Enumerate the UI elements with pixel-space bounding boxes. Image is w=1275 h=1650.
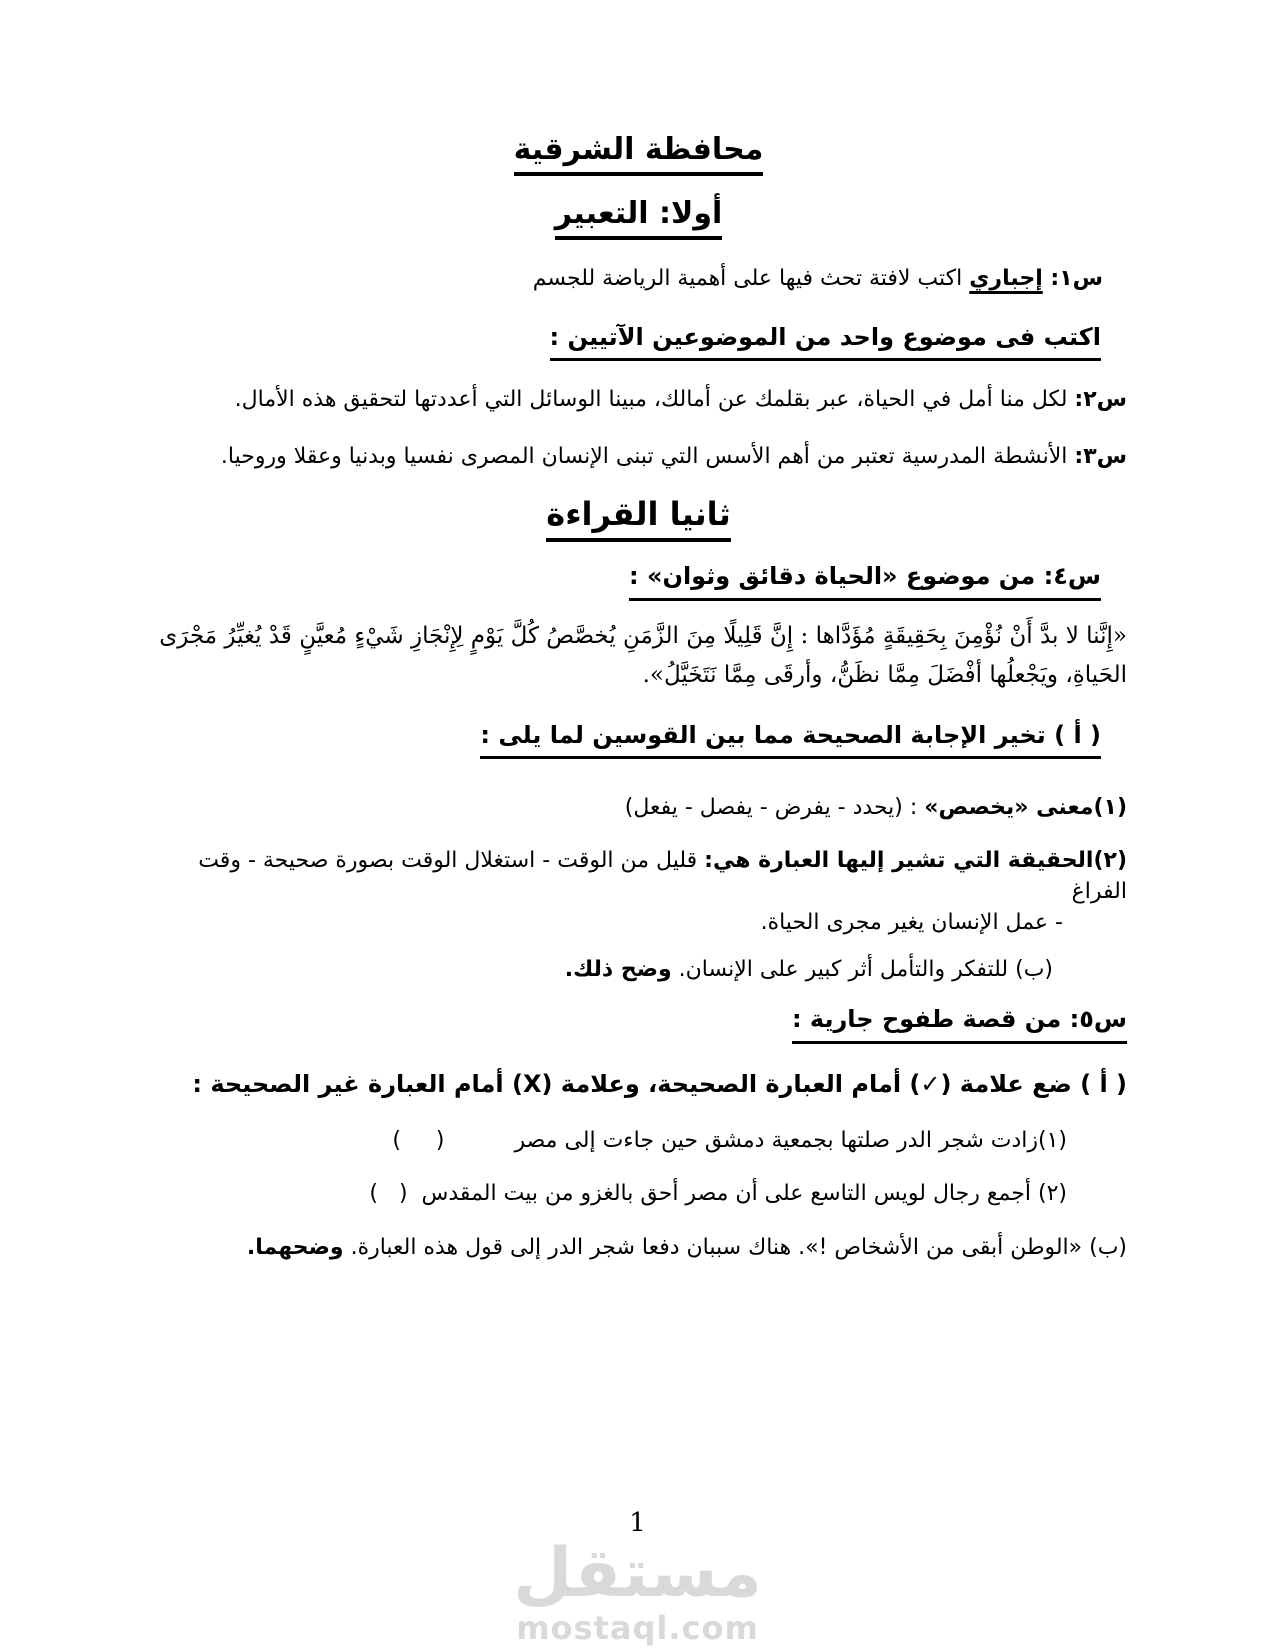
true-false-item-1 <box>150 1126 1127 1157</box>
essay-choice-instruction: اكتب فى موضوع واحد من الموضوعين الآتيين : <box>550 321 1101 362</box>
question-4-heading: س٤: من موضوع «الحياة دقائق وثوان» : <box>629 560 1101 601</box>
true-false-item-2-text: (٢) أجمع رجال لويس التاسع على أن مصر أحق بالغزو من بيت المقدس <box>421 1180 1067 1206</box>
page-number: 1 <box>629 1508 646 1538</box>
question-1-text: اكتب لافتة تحث فيها على أهمية الرياضة للجسم <box>532 266 970 291</box>
question-2-label: س٢: <box>1074 387 1127 413</box>
expression-section-heading: أولا: التعبير <box>555 196 723 240</box>
reading-part-b-text: (ب) للتفكر والتأمل أثر كبير على الإنسان. <box>671 956 1053 982</box>
question-2-text: لكل منا أمل في الحياة، عبر بقلمك عن أمالك، مبينا الوسائل التي أعددتها لتحقيق هذه الأمال. <box>234 387 1075 413</box>
watermark <box>0 1534 1275 1647</box>
reading-passage-line-2: الحَياةِ، ويَجْعلُها أفْضَلَ مِمَّا نظَنُّ، وأرقَى مِمَّا نَتَخَيَّلُ». <box>642 661 1127 688</box>
question-5-heading: س٥: من قصة طفوح جارية : <box>792 1003 1127 1044</box>
mcq-item-2-number: (٢) <box>1093 848 1127 874</box>
question-3-text: الأنشطة المدرسية تعتبر من أهم الأسس التي تبنى الإنسان المصرى نفسيا وبدنيا وعقلا وروحيا. <box>220 444 1075 470</box>
story-part-b-directive: وضحهما. <box>246 1235 344 1261</box>
true-false-item-2 <box>150 1179 1127 1210</box>
story-part-b-text: (ب) «الوطن أبقى من الأشخاص !». هناك سببان دفعا شجر الدر إلى قول هذه العبارة. <box>343 1235 1127 1261</box>
question-3-line <box>150 442 1127 473</box>
title-block <box>150 132 1127 176</box>
true-false-heading-line <box>150 1068 1127 1102</box>
document-title: محافظة الشرقية <box>514 132 764 176</box>
question-5-heading-line <box>150 1003 1127 1044</box>
mcq-item-1-number: (١) <box>1093 795 1127 821</box>
reading-section-heading: ثانيا القراءة <box>546 495 730 542</box>
mcq-item-1-term: معنى «يخصص» <box>924 795 1094 821</box>
mcq-item-1-options: : (يحدد - يفرض - يفصل - يفعل) <box>624 795 925 821</box>
reading-part-b-question <box>150 955 1127 986</box>
question-2-line <box>150 385 1127 416</box>
true-false-instruction: ( أ ) ضع علامة (✓) أمام العبارة الصحيحة، وعلامة (X) أمام العبارة غير الصحيحة : <box>192 1069 1127 1098</box>
part-a-mcq-heading: ( أ ) تخير الإجابة الصحيحة مما بين القوسين لما يلى : <box>480 719 1101 760</box>
mcq-item-1 <box>150 793 1127 824</box>
true-false-item-2-answer-brackets: ( ) <box>369 1180 408 1206</box>
watermark-domain-text: mostaql.com <box>516 1609 759 1647</box>
mcq-item-2-option-cont: - عمل الإنسان يغير مجرى الحياة. <box>760 909 1063 935</box>
question-1-label: س١: <box>1042 266 1103 291</box>
true-false-item-1-answer-brackets: ( ) <box>392 1127 445 1153</box>
watermark-arabic-logo: مستقل <box>513 1534 762 1613</box>
reading-part-b-directive: وضح ذلك. <box>564 956 672 982</box>
true-false-item-1-text: (١)زادت شجر الدر صلتها بجمعية دمشق حين جاءت إلى مصر <box>514 1127 1067 1153</box>
part-a-mcq-heading-line <box>150 719 1127 760</box>
question-1-line <box>150 264 1127 295</box>
mcq-item-2-stem: الحقيقة التي تشير إليها العبارة هي: <box>704 848 1094 874</box>
reading-section-heading-block <box>150 495 1127 542</box>
question-3-label: س٣: <box>1074 444 1127 470</box>
essay-choice-instruction-line <box>150 321 1127 362</box>
expression-section-heading-block <box>150 196 1127 240</box>
reading-passage <box>150 617 1127 695</box>
story-part-b-question <box>150 1233 1127 1264</box>
mcq-item-2-continuation <box>150 908 1127 939</box>
question-4-heading-line <box>150 560 1127 601</box>
mcq-item-2-options: قليل من الوقت - استغلال الوقت بصورة صحيحة - وقت الفراغ <box>198 848 1127 904</box>
mcq-item-2 <box>150 846 1127 938</box>
reading-passage-line-1: «إِنَّنا لا بدَّ أَنْ نُؤْمِنَ بِحَقِيقَةٍ مُؤَدَّاها : إِنَّ قَلِيلًا مِنَ الزَّمَنِ يُخصَّصُ كُلَّ يَوْمٍ لِإِنْجَازِ شَيْءٍ مُعيَّنٍ قَدْ يُغيِّرُ مَجْرَى <box>159 622 1127 649</box>
question-1-mandatory-label: إجباري <box>969 266 1043 291</box>
